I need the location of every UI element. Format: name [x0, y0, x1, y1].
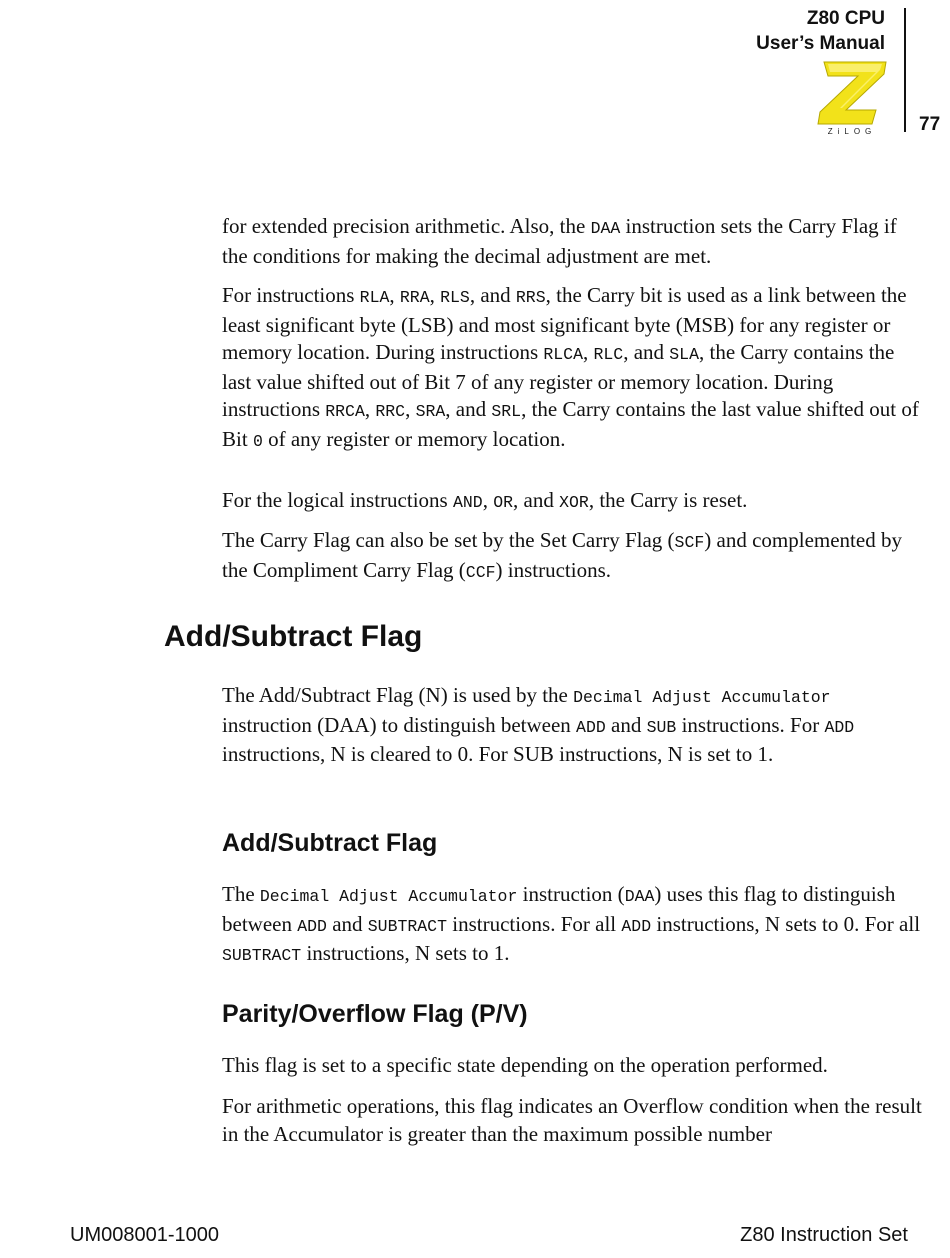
- header-rule: [904, 8, 906, 132]
- text-run: ,: [389, 283, 400, 307]
- code-term: DAA: [624, 887, 655, 906]
- page-number: 77: [919, 114, 941, 135]
- text-run: The Carry Flag can also be set by the Set Carry Flag (: [222, 528, 675, 552]
- code-term: RRC: [375, 402, 406, 421]
- code-term: ADD: [824, 717, 855, 737]
- text-run: and: [605, 712, 647, 737]
- text-run: ,: [482, 488, 494, 512]
- text-run: ,: [364, 397, 376, 421]
- text-run: , the Carry contains the last value shifted out of Bit: [222, 397, 919, 451]
- code-term: ADD: [621, 916, 652, 936]
- paragraph-overflow: [222, 1093, 922, 1148]
- code-term: RRA: [399, 288, 430, 307]
- footer-chapter: Z80 Instruction Set: [740, 1224, 908, 1246]
- zilog-logo: [816, 60, 888, 136]
- section-heading: Add/Subtract Flag: [164, 620, 423, 653]
- text-run: instructions. For: [676, 712, 825, 737]
- text-run: instructions, N sets to 0. For all: [651, 911, 921, 936]
- manual-title-line1: Z80 CPU: [806, 8, 885, 29]
- code-term: 0: [252, 431, 263, 451]
- code-term: OR: [493, 493, 514, 512]
- code-term: Decimal Adjust Accumulator: [259, 887, 518, 906]
- text-run: of any register or memory location.: [262, 426, 566, 451]
- text-run: instruction (: [517, 882, 625, 906]
- text-run: The: [222, 882, 260, 906]
- text-run: This flag is set to a specific state depending on the operation performed.: [222, 1053, 828, 1077]
- code-term: SLA: [669, 345, 699, 364]
- text-run: ,: [429, 283, 441, 307]
- text-run: The Add/Subtract Flag (N) is used by the: [222, 683, 574, 707]
- text-run: and: [326, 911, 368, 936]
- code-term: RRS: [515, 288, 546, 307]
- subsection-heading-parity-overflow: Parity/Overflow Flag (P/V): [222, 1000, 528, 1028]
- code-term: Decimal Adjust Accumulator: [573, 688, 831, 707]
- paragraph-add-subtract: [222, 682, 922, 769]
- code-term: RLCA: [543, 345, 583, 364]
- subsection-heading-add-subtract: Add/Subtract Flag: [222, 829, 438, 857]
- paragraph-rotate-carry: [222, 282, 922, 455]
- paragraph-daa-carry: [222, 213, 922, 270]
- text-run: ) and complemented by the Compliment Carry Flag (: [222, 528, 902, 582]
- text-run: for extended precision arithmetic. Also, the: [222, 214, 591, 238]
- code-term: SRA: [415, 402, 446, 421]
- svg-text:ZiLOG: ZiLOG: [827, 127, 877, 136]
- code-term: ADD: [576, 717, 606, 737]
- text-run: instruction (DAA) to distinguish between: [222, 712, 577, 737]
- paragraph-logical-carry: [222, 487, 922, 517]
- code-term: SUB: [646, 717, 677, 737]
- code-term: RLA: [359, 288, 390, 307]
- text-run: , and: [469, 283, 516, 307]
- code-term: XOR: [559, 493, 589, 512]
- text-run: , the Carry is reset.: [588, 488, 748, 512]
- code-term: ADD: [297, 916, 327, 936]
- code-term: SCF: [674, 533, 705, 552]
- paragraph-daa-usage: [222, 881, 922, 970]
- text-run: instructions, N sets to 1.: [301, 941, 510, 965]
- code-term: RLC: [593, 345, 624, 364]
- text-run: , the Carry contains the last value shifted out of Bit 7 of any register or memory location. During instructions: [222, 340, 895, 421]
- code-term: AND: [452, 493, 483, 512]
- text-run: ,: [405, 397, 416, 421]
- code-term: SRL: [491, 402, 522, 421]
- text-run: , and: [445, 397, 492, 421]
- text-run: instructions, N is cleared to 0. For SUB instructions, N is set to 1.: [222, 742, 774, 766]
- manual-title: [756, 6, 885, 56]
- footer-doc-id: UM008001-1000: [70, 1224, 219, 1246]
- text-run: , and: [513, 488, 560, 512]
- text-run: instructions. For all: [446, 911, 622, 936]
- text-run: For instructions: [222, 283, 360, 307]
- text-run: , and: [623, 340, 670, 364]
- text-run: For arithmetic operations, this flag indicates an Overflow condition when the result in the Accumulator is greater than the maximum possible number: [222, 1094, 922, 1146]
- code-term: RRCA: [325, 402, 365, 421]
- manual-title-line2: User’s Manual: [756, 33, 885, 54]
- text-run: ) instructions.: [495, 557, 612, 582]
- text-run: ,: [582, 340, 594, 364]
- paragraph-parity-state: [222, 1052, 922, 1080]
- paragraph-scf-ccf: [222, 527, 922, 586]
- text-run: instruction sets the Carry Flag if the conditions for making the decimal adjustment are met.: [222, 214, 897, 268]
- code-term: CCF: [465, 562, 496, 582]
- code-term: DAA: [590, 219, 621, 238]
- code-term: SUBTRACT: [222, 946, 302, 965]
- code-term: RLS: [440, 288, 470, 307]
- text-run: ) uses this flag to distinguish between: [222, 882, 896, 936]
- code-term: SUBTRACT: [367, 916, 447, 936]
- text-run: , the Carry bit is used as a link between the least significant byte (LSB) and most significant byte (MSB) for any register or memory location. During instructions: [222, 283, 907, 364]
- text-run: For the logical instructions: [222, 488, 453, 512]
